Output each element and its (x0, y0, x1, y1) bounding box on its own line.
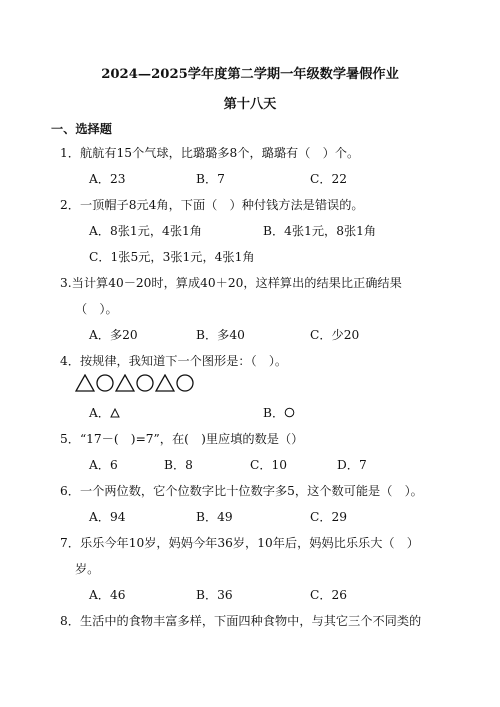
question-2-option-a: A．8张1元，4张1角 (89, 224, 202, 238)
question-3-stem-line-1: 3.当计算40－20时，算成40＋20，这样算出的结果比正确结果 (60, 276, 402, 290)
question-7-stem-line-2: 岁。 (75, 562, 100, 576)
question-5-option-d: D．7 (337, 458, 367, 472)
question-8-stem: 8．生活中的食物丰富多样，下面四种食物中，与其它三个不同类的 (60, 614, 422, 628)
circle-icon (95, 374, 115, 392)
question-4-option-b (263, 405, 295, 421)
triangle-icon (155, 374, 175, 392)
question-2-option-c: C．1张5元，3张1元，4张1角 (89, 250, 255, 264)
question-3-option-a: A．多20 (89, 328, 138, 342)
triangle-icon (115, 374, 135, 392)
section-heading: 一、选择题 (51, 122, 112, 136)
question-4-option-a-label: A． (89, 406, 110, 420)
question-6-option-b: B．49 (196, 510, 233, 524)
question-2-option-b: B．4张1元，8张1角 (263, 224, 377, 238)
question-1-option-a: A．23 (89, 172, 126, 186)
question-5-option-b: B．8 (164, 458, 193, 472)
question-1-stem: 1．航航有15个气球，比璐璐多8个，璐璐有（ ）个。 (60, 146, 360, 160)
question-6-option-c: C．29 (310, 510, 348, 524)
question-3-stem-line-2: （ ）。 (75, 302, 118, 316)
question-6-option-a: A．94 (89, 510, 126, 524)
question-3-option-c: C．少20 (310, 328, 360, 342)
circle-icon (135, 374, 155, 392)
question-1-option-c: C．22 (310, 172, 348, 186)
question-7-option-b: B．36 (196, 588, 233, 602)
question-6-stem: 6．一个两位数，它个位数字比十位数字多5，这个数可能是（ ）。 (60, 484, 423, 498)
question-4-option-b-label: B． (263, 406, 285, 420)
question-3-option-b: B．多40 (196, 328, 245, 342)
question-4-option-a (89, 405, 120, 421)
question-7-stem-line-1: 7．乐乐今年10岁，妈妈今年36岁，10年后，妈妈比乐乐大（ ） (60, 536, 419, 550)
triangle-icon (75, 374, 95, 392)
question-5-stem: 5．“17－( )=7”，在( )里应填的数是（） (60, 432, 304, 446)
question-7-option-c: C．26 (310, 588, 348, 602)
circle-icon (175, 374, 195, 392)
small-triangle-icon (110, 408, 120, 418)
question-4-stem: 4．按规律，我知道下一个图形是：（ ）。 (60, 354, 288, 368)
question-5-option-c: C．10 (250, 458, 288, 472)
day-heading: 第十八天 (223, 97, 277, 112)
question-1-option-b: B．7 (196, 172, 225, 186)
question-2-stem: 2．一顶帽子8元4角，下面（ ）种付钱方法是错误的。 (60, 198, 364, 212)
small-circle-icon (284, 407, 295, 418)
question-5-option-a: A．6 (89, 458, 118, 472)
question-7-option-a: A．46 (89, 588, 126, 602)
document-title: 2024—2025学年度第二学期一年级数学暑假作业 (101, 67, 399, 82)
